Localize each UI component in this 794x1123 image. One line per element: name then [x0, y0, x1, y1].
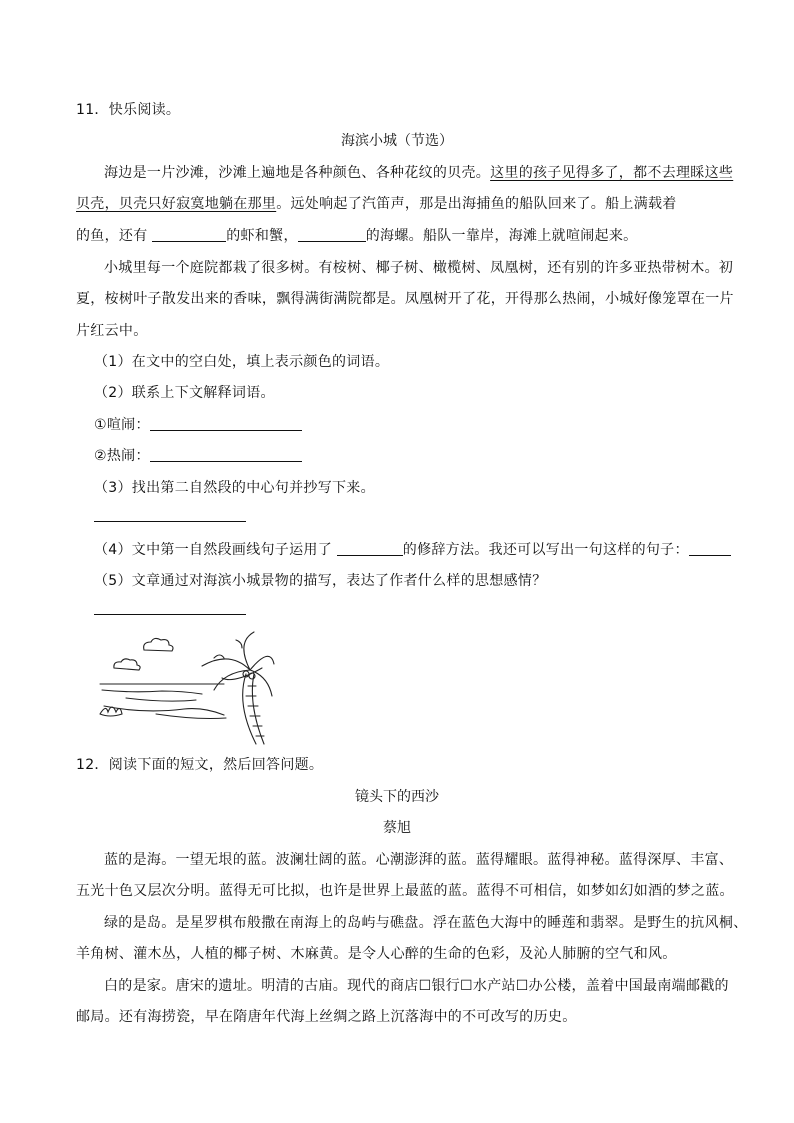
cloud-icon	[114, 659, 140, 670]
q11-heading: 11．快乐阅读。	[76, 102, 181, 118]
q11-title: 海滨小城（节选）	[341, 133, 453, 149]
answer-line-sub3[interactable]	[94, 521, 246, 522]
q11-p2-line3: 片红云中。	[76, 323, 148, 339]
q12-p2-line2: 羊角树、灌木丛，人植的椰子树、木麻黄。是令人心醉的生命的色彩，及沁人肺腑的空气和风。	[76, 946, 677, 962]
underlined-sentence: 贝壳，贝壳只好寂寞地躺在那里	[76, 196, 277, 212]
q12-p1-line2: 五光十色又层次分明。蓝得无可比拟，也许是世界上最蓝的蓝。蓝得不可相信，如梦如幻如酒的梦之蓝。	[76, 883, 734, 899]
rhetoric-blank[interactable]	[337, 541, 403, 556]
q11-p2-line2: 夏，桉树叶子散发出来的香味，飘得满街满院都是。凤凰树开了花，开得那么热闹，小城好像笼罩在一片	[76, 291, 734, 307]
q11-p1-line3	[76, 226, 637, 246]
answer-line-sub5[interactable]	[94, 614, 246, 615]
q12-p2-line1: 绿的是岛。是星罗棋布般撒在南海上的岛屿与礁盘。浮在蓝色大海中的睡莲和翡翠。是野生的抗风桐、	[104, 915, 748, 931]
q12-heading: 12．阅读下面的短文，然后回答问题。	[76, 757, 324, 773]
q11-sub3: （3）找出第二自然段的中心句并抄写下来。	[94, 480, 375, 496]
palm-trunk	[243, 674, 264, 744]
q11-p1-line2	[76, 194, 677, 214]
q11-sub2: （2）联系上下文解释词语。	[94, 385, 275, 401]
q11-sub2-b	[94, 446, 302, 466]
q11-p1-text: 。远处响起了汽笛声，那是出海捕鱼的船队回来了。船上满载着	[276, 196, 677, 212]
q12-p1-line1: 蓝的是海。一望无垠的蓝。波澜壮阔的蓝。心潮澎湃的蓝。蓝得耀眼。蓝得神秘。蓝得深厚、丰富、	[104, 852, 734, 868]
cloud-icon	[144, 638, 173, 651]
q12-p3-line1: 白的是家。唐宋的遗址。明清的古庙。现代的商店☐银行☐水产站☐办公楼，盖着中国最南端邮戳的	[104, 978, 729, 994]
term-label: ①喧闹：	[94, 417, 150, 433]
sentence-blank[interactable]	[689, 541, 731, 556]
beach-palm-illustration	[96, 628, 276, 746]
q11-sub5: （5）文章通过对海滨小城景物的描写，表达了作者什么样的思想感情？	[94, 573, 547, 589]
q12-title: 镜头下的西沙	[355, 789, 439, 805]
q12-author: 蔡旭	[383, 820, 411, 836]
q11-p2-line1: 小城里每一个庭院都栽了很多树。有桉树、椰子树、橄榄树、凤凰树，还有别的许多亚热带树木。初	[104, 260, 734, 276]
palm-leaves	[202, 632, 274, 696]
color-blank-2[interactable]	[298, 227, 366, 242]
q11-sub1: （1）在文中的空白处，填上表示颜色的词语。	[94, 354, 390, 370]
color-blank-1[interactable]	[152, 227, 226, 242]
q11-sub4-text: 的修辞方法。我还可以写出一句这样的句子：	[402, 542, 689, 558]
q11-p1-text: 的海螺。船队一靠岸，海滩上就喧闹起来。	[365, 228, 638, 244]
q11-sub4	[94, 540, 731, 560]
answer-blank-xuannao[interactable]	[150, 416, 302, 431]
q11-p1-line1	[104, 163, 733, 183]
term-label: ②热闹：	[94, 448, 150, 464]
grass	[100, 707, 122, 716]
q11-p1-text: 的虾和蟹，	[226, 228, 298, 244]
underlined-sentence: 这里的孩子见得多了，都不去理睬这些	[490, 165, 734, 181]
q12-p3-line2: 邮局。还有海捞瓷，早在隋唐年代海上丝绸之路上沉落海中的不可改写的历史。	[76, 1009, 577, 1025]
q11-p1-text: 的鱼，还有	[76, 228, 153, 244]
q11-sub4-text: （4）文中第一自然段画线句子运用了	[94, 542, 337, 558]
q11-p1-text: 海边是一片沙滩，沙滩上遍地是各种颜色、各种花纹的贝壳。	[104, 165, 491, 181]
answer-blank-renao[interactable]	[150, 447, 302, 462]
q11-sub2-a	[94, 415, 302, 435]
